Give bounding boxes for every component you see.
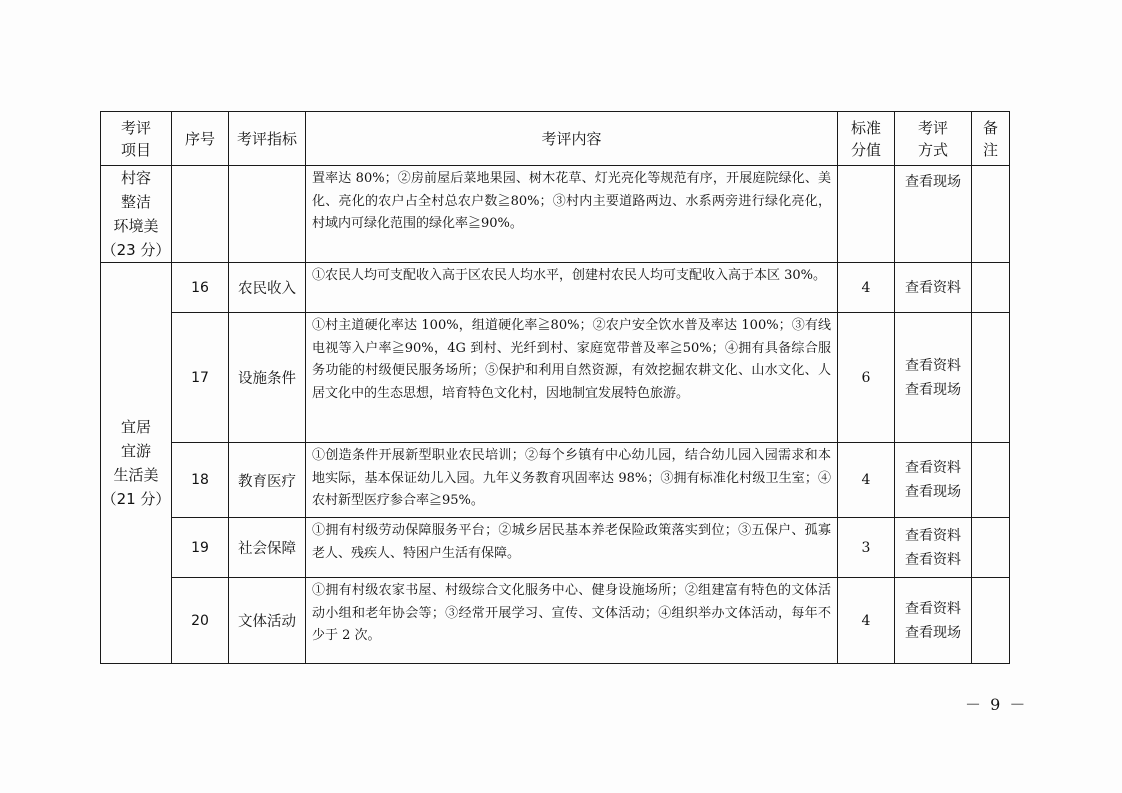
content-cell: ①创造条件开展新型职业农民培训；②每个乡镇有中心幼儿园，结合幼儿园入园需求和本地实际，基本保证幼儿入园。九年义务教育巩固率达 98%；③拥有标准化村级卫生室；④农村新型医疗参合率≧95%。	[306, 443, 838, 518]
category-cell	[101, 166, 172, 263]
seq-cell	[172, 166, 229, 263]
content-cell: ①拥有村级劳动保障服务平台；②城乡居民基本养老保险政策落实到位；③五保户、孤寡老人、残疾人、特困户生活有保障。	[306, 518, 838, 578]
label-line: 村容	[120, 169, 151, 187]
content-cell: 置率达 80%；②房前屋后菜地果园、树木花草、灯光亮化等规范有序，开展庭院绿化、美化、亮化的农户占全村总农户数≧80%；③村内主要道路两边、水系两旁进行绿化亮化，村域内可绿化范围的绿化率≧90%。	[306, 166, 838, 263]
remark-cell	[972, 313, 1010, 443]
score-cell: 4	[838, 263, 895, 313]
method-cell	[895, 263, 972, 313]
method-cell	[895, 518, 972, 578]
indicator-cell: 设施条件	[229, 313, 306, 443]
table-row	[101, 443, 1010, 518]
seq-cell: 16	[172, 263, 229, 313]
table-row	[101, 518, 1010, 578]
label-line: 宜居	[120, 418, 151, 436]
score-cell: 4	[838, 578, 895, 664]
header-method	[895, 112, 972, 166]
header-remark	[972, 112, 1010, 166]
method-line: 查看资料	[905, 527, 961, 544]
score-cell: 4	[838, 443, 895, 518]
header-row	[101, 112, 1010, 166]
indicator-cell: 教育医疗	[229, 443, 306, 518]
method-cell	[895, 443, 972, 518]
method-line: 查看现场	[905, 484, 961, 500]
content-cell: ①村主道硬化率达 100%，组道硬化率≧80%；②农户安全饮水普及率达 100%；③有线电视等入户率≧90%，4G 到村、光纤到村、家庭宽带普及率≧50%；④拥有具备综合服务功能的村级便民服务场所；⑤保护和利用自然资源，有效挖掘农耕文化、山水文化、人居文化中的生态思想，培育特色文化村，因地制宜发展特色旅游。	[306, 313, 838, 443]
label-line: 备	[982, 118, 998, 137]
remark-cell	[972, 578, 1010, 664]
seq-cell: 18	[172, 443, 229, 518]
indicator-cell: 农民收入	[229, 263, 306, 313]
label-line: 项目	[120, 140, 151, 159]
method-line: 查看资料	[905, 551, 961, 568]
table-row	[101, 578, 1010, 664]
indicator-cell	[229, 166, 306, 263]
header-content: 考评内容	[306, 112, 838, 166]
category-cell	[101, 263, 172, 664]
label-line: 注	[982, 140, 998, 159]
label-line: 方式	[917, 140, 948, 159]
method-line: 查看资料	[905, 279, 961, 296]
method-cell: 查看现场	[895, 166, 972, 263]
label-line: 整洁	[120, 193, 151, 211]
label-line: （21 分）	[101, 490, 171, 508]
header-score	[838, 112, 895, 166]
method-line: 查看现场	[905, 381, 961, 398]
indicator-cell: 社会保障	[229, 518, 306, 578]
label-line: 环境美	[113, 217, 159, 235]
method-line: 查看资料	[905, 460, 961, 476]
label-line: 考评	[917, 118, 948, 137]
page-number: － 9 －	[965, 695, 1028, 714]
label-line: 考评	[120, 118, 151, 137]
label-line: 生活美	[113, 466, 159, 484]
table-row	[101, 166, 1010, 263]
seq-cell: 20	[172, 578, 229, 664]
method-line: 查看资料	[905, 600, 961, 617]
score-cell	[838, 166, 895, 263]
content-cell: ①拥有村级农家书屋、村级综合文化服务中心、健身设施场所；②组建富有特色的文体活动小组和老年协会等；③经常开展学习、宣传、文体活动；④组织举办文体活动，每年不少于 2 次。	[306, 578, 838, 664]
remark-cell	[972, 166, 1010, 263]
indicator-cell: 文体活动	[229, 578, 306, 664]
table-row	[101, 313, 1010, 443]
table-row	[101, 263, 1010, 313]
evaluation-table	[100, 111, 1010, 664]
method-cell	[895, 313, 972, 443]
score-cell: 3	[838, 518, 895, 578]
remark-cell	[972, 263, 1010, 313]
label-line: 分值	[850, 140, 881, 159]
header-seq: 序号	[172, 112, 229, 166]
seq-cell: 19	[172, 518, 229, 578]
header-category	[101, 112, 172, 166]
label-line: （23 分）	[101, 241, 171, 259]
label-line: 标准	[850, 118, 881, 137]
remark-cell	[972, 443, 1010, 518]
score-cell: 6	[838, 313, 895, 443]
header-indicator: 考评指标	[229, 112, 306, 166]
method-line: 查看资料	[905, 357, 961, 374]
content-cell: ①农民人均可支配收入高于区农民人均水平，创建村农民人均可支配收入高于本区 30%。	[306, 263, 838, 313]
remark-cell	[972, 518, 1010, 578]
method-cell	[895, 578, 972, 664]
label-line: 宜游	[120, 442, 151, 460]
method-line: 查看现场	[905, 624, 961, 641]
seq-cell: 17	[172, 313, 229, 443]
